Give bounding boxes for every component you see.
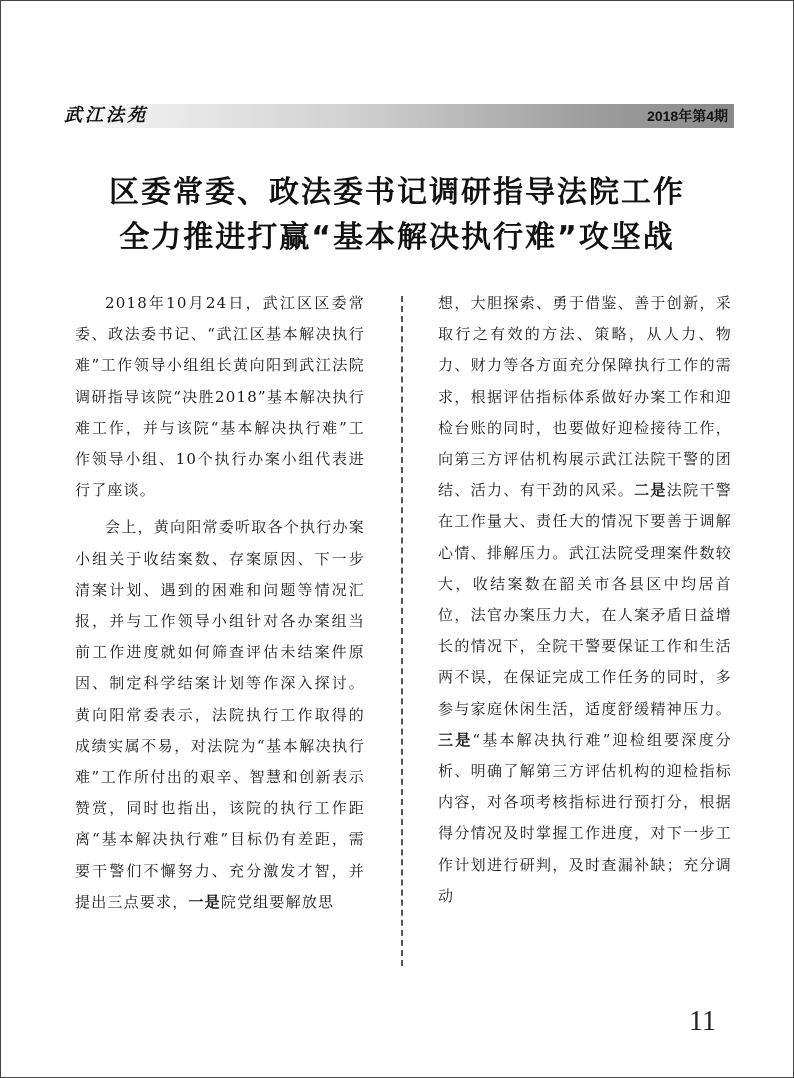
point-three-label: 三是 [438,730,473,749]
article-title [60,170,734,260]
paragraph-3-text: 想，大胆探索、勇于借鉴、善于创新，采取行之有效的方法、策略，从人力、物力、财力等各方面充分保障执行工作的需求，根据评估指标体系做好办案工作和迎检台账的同时，也要做好迎检接待工作，向第三方评估机构展示武江法院干警的团结、活力、有干劲的风采。 [438,294,732,500]
paragraph-2-text: 会上，黄向阳常委听取各个执行办案小组关于收结案数、存案原因、下一步清案计划、遇到的困难和问题等情况汇报，并与工作领导小组针对各办案组当前工作进度就如何筛查评估未结案件原因、制定科学结案计划等作深入探讨。黄向阳常委表示，法院执行工作取得的成绩实属不易，对法院为“基本解决执行难”工作所付出的艰辛、智慧和创新表示赞赏，同时也指出，该院的执行工作距离“基本解决执行难”目标仍有差距，需要干警们不懈努力、充分激发才智，并提出三点要求， [75,518,365,911]
page-number: 11 [689,1006,716,1037]
paragraph-1: 2018年10月24日，武江区区委常委、政法委书记、“武江区基本解决执行难”工作领导小组组长黄向阳到武江法院调研指导该院“决胜2018”基本解决执行难工作，并与该院“基本解决执行难”工作领导小组、10个执行办案小组代表进行了座谈。 [75,294,365,500]
right-column [438,288,732,918]
left-column [75,288,365,924]
issue-label: 2018年第4期 [647,108,728,124]
point-two-text: 法院干警在工作量大、责任大的情况下要善于调解心情、排解压力。武江法院受理案件数较大，收结案数在韶关市各县区中均居首位，法官办案压力大，在人案矛盾日益增长的情况下，全院干警要保证工作和生活两不误，在保证完成工作任务的同时，多参与家庭休闲生活，适度舒缓精神压力。 [438,481,732,718]
title-line-2: 全力推进打赢“基本解决执行难”攻坚战 [119,220,675,255]
point-one-label: 一是 [188,892,221,911]
paragraph-2-tail: 院党组要解放思 [220,892,335,911]
column-divider [401,296,403,966]
point-three-text: “基本解决执行难”迎检组要深度分析、明确了解第三方评估机构的迎检指标内容，对各项考核指标进行预打分，根据得分情况及时掌握工作进度，对下一步工作计划进行研判，及时查漏补缺；充分调动 [438,730,732,905]
header-bar [60,104,734,128]
paragraph-3 [438,288,732,912]
point-two-label: 二是 [634,481,667,500]
publication-name: 武江法苑 [64,105,148,126]
title-line-1: 区委常委、政法委书记调研指导法院工作 [109,175,685,210]
paragraph-2 [75,512,365,918]
